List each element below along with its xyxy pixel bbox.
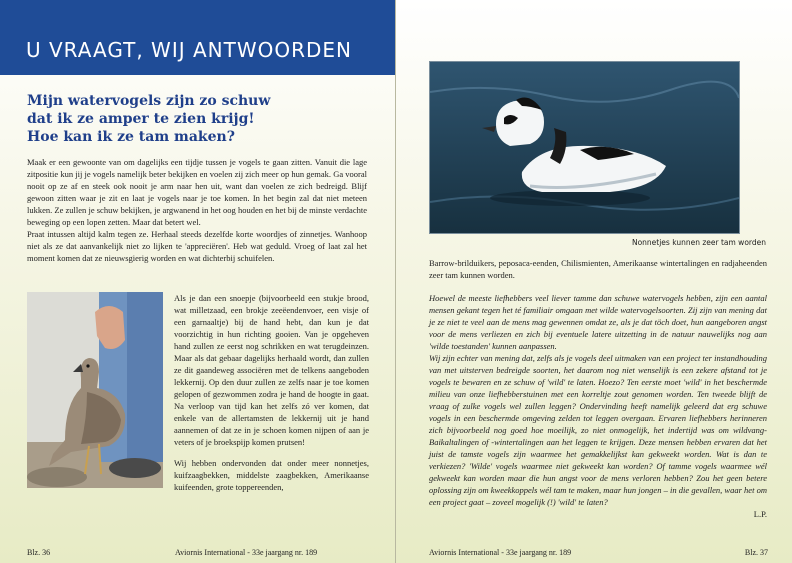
journal-footer: Aviornis International - 33e jaargang nr. 189 bbox=[175, 548, 318, 557]
right-page bbox=[396, 0, 792, 563]
column-paragraph: Wij hebben ondervonden dat onder meer nonnetjes, kuifzaagbekken, middelste zaagbekken, Amerikaanse kuifeenden, grote toppereenden, bbox=[174, 458, 369, 492]
smew-illustration bbox=[430, 62, 739, 233]
photo-caption: Nonnetjes kunnen zeer tam worden bbox=[631, 238, 766, 247]
intro-paragraph: Maak er een gewoonte van om dagelijks een tijdje tussen je vogels te gaan zitten. Vanuit die lage zitpositie kun jij je vogels namelijk beter bekijken en voelen zij zich meer op hun gemak. Ga vooral nooit op ze af en steek ook nooit je arm naar hen uit, want dan voelen ze zich bedreigd. Blijf gewoon zitten waar je zit en laat je vogels naar je toe komen. In het begin zal dat niet meteen lukken. Ze zullen je schuw bekijken, je argwanend in het oog houden en het bij de minste verdachte beweging op een lopen zetten. Maar dat betert wel. bbox=[27, 157, 367, 227]
intro-paragraph: Praat intussen altijd kalm tegen ze. Herhaal steeds dezelfde korte woordjes of zinnetjes. Wanhoop niet als ze dat aanvankelijk niet zo lijken te 'appreciëren'. Heb wat geduld. Vroeg of laat zal het moment komen dat ze nieuwsgierig worden en wat dichterbij schuifelen. bbox=[27, 229, 367, 263]
journal-footer: Aviornis International - 33e jaargang nr. 189 bbox=[429, 548, 572, 557]
feeding-column bbox=[174, 292, 369, 493]
continued-paragraph: Barrow-brilduikers, peposaca-eenden, Chilismienten, Amerikaanse wintertalingen en radjaheenden zeer tam kunnen worden. bbox=[429, 258, 767, 280]
photo-hand-feeding-duck bbox=[27, 292, 163, 488]
question-line: Mijn watervogels zijn zo schuw bbox=[27, 93, 271, 109]
question-heading bbox=[27, 92, 347, 146]
commentary-paragraph: Hoewel de meeste liefhebbers veel liever tamme dan schuwe watervogels hebben, zijn een aantal mensen gekant tegen het té familiair omgaan met wilde watervogelsoorten. Zij zijn van mening dat je ze niet te veel aan de mens mag gewennen omdat ze, als je dat töch doet, hun aangeboren angst voor de mens verliezen en zich bij eventuele latere uitzetting in de natuur nauwelijks nog aan 'wilde toestanden' kunnen aanpassen. bbox=[429, 293, 767, 351]
page-number: Blz. 36 bbox=[27, 548, 51, 557]
author-signature: L.P. bbox=[753, 509, 767, 519]
intro-text bbox=[27, 156, 367, 264]
editorial-commentary bbox=[429, 292, 767, 520]
section-header bbox=[0, 0, 395, 75]
photo-smew-on-water bbox=[429, 61, 740, 234]
duck-feeding-illustration bbox=[27, 292, 163, 488]
page-number: Blz. 37 bbox=[744, 548, 768, 557]
column-paragraph: Als je dan een snoepje (bijvoorbeeld een stukje brood, wat milletzaad, een brokje zeeëendenvoer, een visje of een garnaaltje) bij de hand hebt, dan kun je dat voorzichtig in hun richting gooien. Van je opgeheven hand zullen ze eerst nog schrikken en wat terugdeinzen. Maar als dat gebaar dagelijks herhaald wordt, dan zullen ze dit gaandeweg associëren met de telkens aangeboden lekkernij. Op den duur zullen ze zelfs naar je toe komen gelopen of gezwommen zodra je hand de hoogte in gaat. Na verloop van tijd kan het zelfs zó ver komen, dat enkele van de allertamsten de lekkernij uit je hand aannemen of dat ze in je schoen komen nijpen of aan je veters of je broekspijp komen prutsen! bbox=[174, 293, 369, 447]
question-line: dat ik ze amper te zien krijg! bbox=[27, 111, 255, 127]
commentary-paragraph: Wij zijn echter van mening dat, zelfs als je vogels deel uitmaken van een project ter instandhouding van met uitsterven bedreigde soorten, het daarom nog niet wenselijk is een zekere afstand tot je vogels te bewaren en ze schuw of 'wild' te laten. Hoezo? Ten eerste moet 'wild' in het beschermde milieu van onze liefhebberstuinen met een korreltje zout genomen worden. Ten tweede blijft de vraag of zulke vogels wel zullen leggen? Ondervinding heeft namelijk geleerd dat erg schuwe vogels in een beschermde omgeving zelden tot leggen overgaan. Ervaren liefhebbers herinneren zich bijvoorbeeld nog goed hoe moeilijk, zo niet onmogelijk, het indertijd was om wildvang-Baikaltalingen of -wintertalingen aan het leggen te krijgen. Deze mensen hebben ervaren dat het juist de tamste vogels zijn waarmee het gemakkelijkst kan gekweekt worden. Wat is dan te verkiezen? 'Wilde' vogels waarmee niet gekweekt kan worden? Of tamme vogels waarmee wél gekweekt kan worden maar die hun angst voor de mens verloren hebben? Zou het geen betere oplossing zijn om kweekkoppels wél tam te maken, maar hun jongen – in die gevallen, waar het om een project gaat – zoveel mogelijk (!) 'wild' te laten? bbox=[429, 353, 767, 507]
section-title: U VRAAGT, WIJ ANTWOORDEN bbox=[26, 38, 352, 62]
question-line: Hoe kan ik ze tam maken? bbox=[27, 129, 235, 145]
